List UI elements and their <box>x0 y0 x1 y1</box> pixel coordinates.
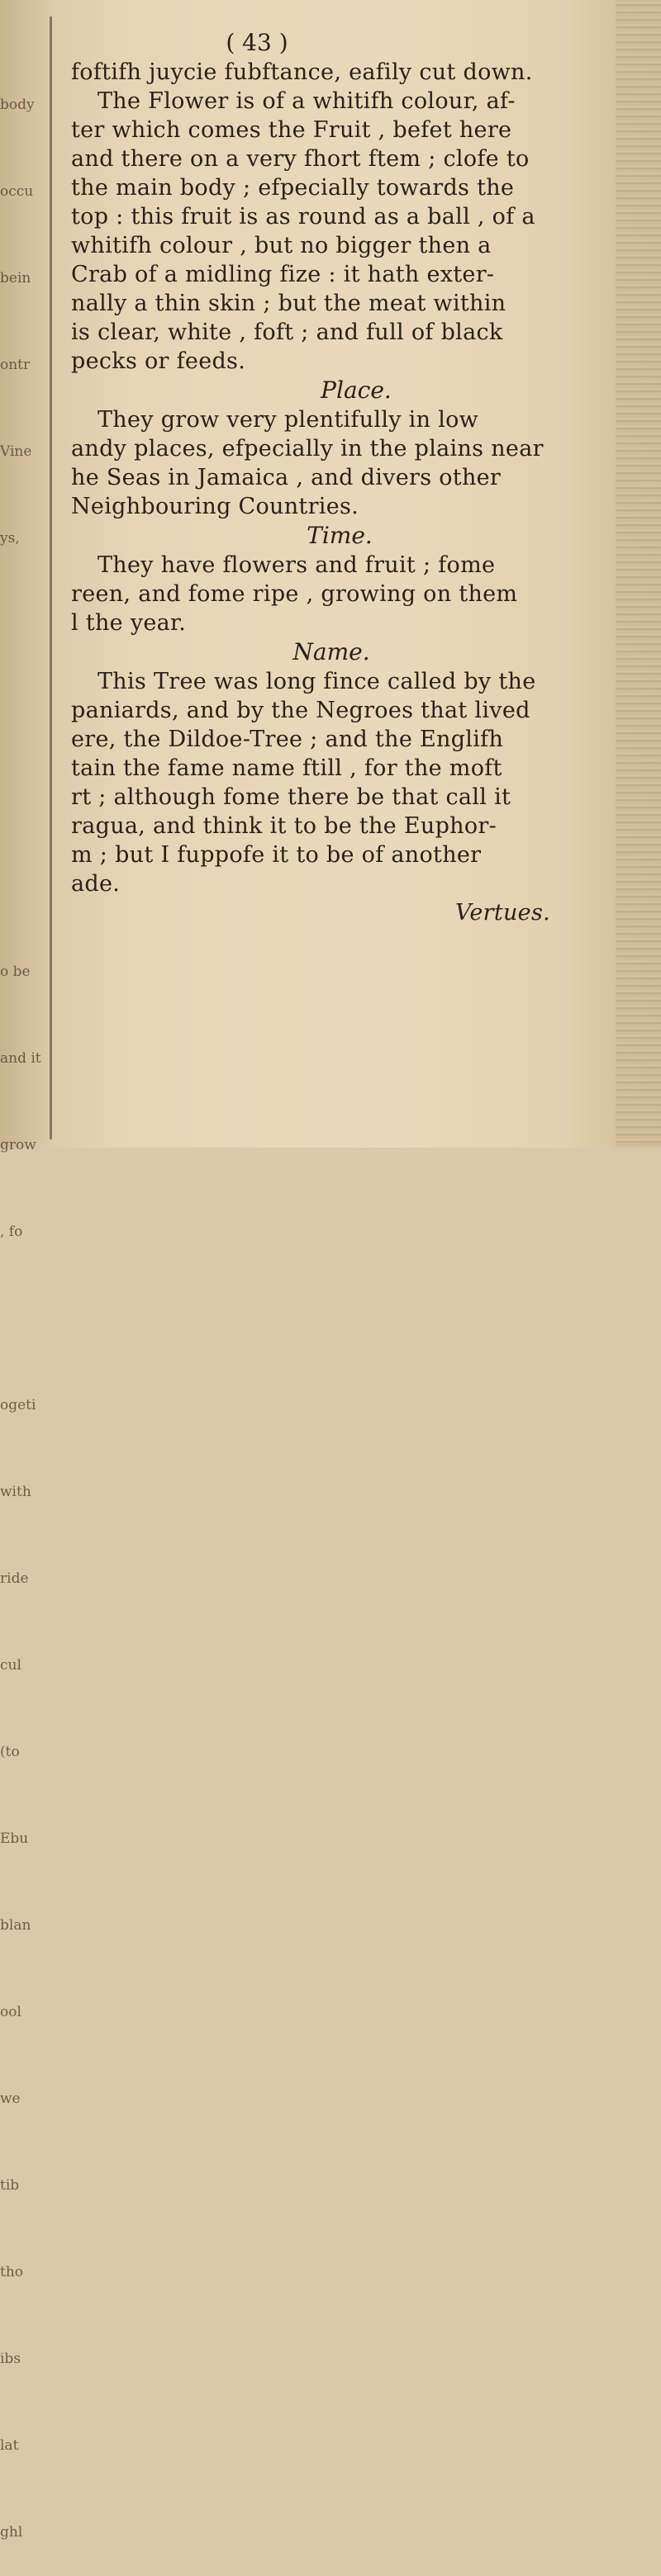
margin-fragment: ogeti <box>0 1397 36 1413</box>
margin-fragment: lat <box>0 2437 19 2454</box>
margin-fragment <box>0 611 41 640</box>
margin-fragment: ibs <box>0 2351 21 2367</box>
paragraph-time <box>71 551 608 637</box>
margin-fragment <box>0 784 41 813</box>
text-line: l the year. <box>71 610 187 636</box>
margin-fragment: (to <box>0 1744 20 1760</box>
margin-fragment: occu <box>0 183 34 200</box>
text-line: They grow very plentifully in low <box>97 407 479 433</box>
page-number: ( 43 ) <box>226 29 288 56</box>
margin-fragment: with <box>0 1484 31 1500</box>
text-line: pecks or feeds. <box>71 348 246 374</box>
text-line: paniards, and by the Negroes that lived <box>71 698 530 723</box>
text-line: top : this fruit is as round as a ball , of a <box>71 204 535 230</box>
heading-time: Time. <box>307 522 373 549</box>
page-edge <box>616 0 661 1148</box>
margin-fragment: , fo <box>0 1224 23 1240</box>
margin-fragment: ool <box>0 2004 21 2020</box>
text-line: They have flowers and fruit ; fome <box>97 552 496 578</box>
text-line: is clear, white , foft ; and full of black <box>71 320 503 345</box>
paragraph-place <box>71 405 608 521</box>
margin-fragment <box>0 698 41 727</box>
heading-place: Place. <box>321 376 392 404</box>
text-line: nally a thin skin ; but the meat within <box>71 291 506 316</box>
margin-fragment: ghl <box>0 2524 23 2540</box>
margin-fragment: o be <box>0 964 31 980</box>
margin-fragment: bein <box>0 270 31 286</box>
text-line: m ; but I fuppofe it to be of another <box>71 842 482 868</box>
text-line: ade. <box>71 871 121 897</box>
gutter-shadow <box>50 17 52 1139</box>
text-line: Neighbouring Countries. <box>71 494 359 519</box>
text-line: andy places, efpecially in the plains near <box>71 436 544 462</box>
text-line: ragua, and think it to be the Euphor- <box>71 813 497 839</box>
text-line: the main body ; efpecially towards the <box>71 175 515 201</box>
heading-name: Name. <box>292 638 370 665</box>
paragraph-name <box>71 667 608 898</box>
margin-fragment: ys, <box>0 530 20 547</box>
text-line: Crab of a midling fize : it hath exter- <box>71 262 495 287</box>
margin-fragment <box>0 1305 41 1333</box>
margin-fragment: Ebu <box>0 1830 29 1847</box>
text-line: and there on a very fhort ftem ; clofe to <box>71 146 530 172</box>
margin-fragment: grow <box>0 1137 36 1153</box>
margin-fragment: and it <box>0 1050 41 1067</box>
text-line: The Flower is of a whitifh colour, af- <box>97 88 516 114</box>
page-text <box>71 28 608 927</box>
margin-fragment: Vine <box>0 443 32 460</box>
text-line: foftifh juycie fubftance, eafily cut down. <box>71 59 533 85</box>
text-line: This Tree was long fince called by the <box>97 669 536 694</box>
margin-fragment: cul <box>0 1657 21 1674</box>
margin-fragment: tho <box>0 2264 24 2280</box>
margin-fragment: tib <box>0 2177 20 2194</box>
margin-fragment: ontr <box>0 357 31 373</box>
text-line: rt ; although fome there be that call it <box>71 784 511 810</box>
text-line: reen, and fome ripe , growing on them <box>71 581 518 607</box>
margin-fragment: body <box>0 97 35 113</box>
catchword: Vertues. <box>455 900 550 926</box>
text-line: whitifh colour , but no bigger then a <box>71 233 492 258</box>
facing-page-margin <box>0 33 41 2540</box>
paragraph-description <box>71 58 608 376</box>
text-line: ere, the Dildoe-Tree ; and the Englifh <box>71 727 504 752</box>
text-line: ter which comes the Fruit , befet here <box>71 117 512 143</box>
margin-fragment: blan <box>0 1917 31 1934</box>
text-line: he Seas in Jamaica , and divers other <box>71 465 502 490</box>
margin-fragment: we <box>0 2091 21 2107</box>
margin-fragment <box>0 871 41 900</box>
margin-fragment: ride <box>0 1570 29 1587</box>
text-line: tain the fame name ftill , for the moft <box>71 755 502 781</box>
